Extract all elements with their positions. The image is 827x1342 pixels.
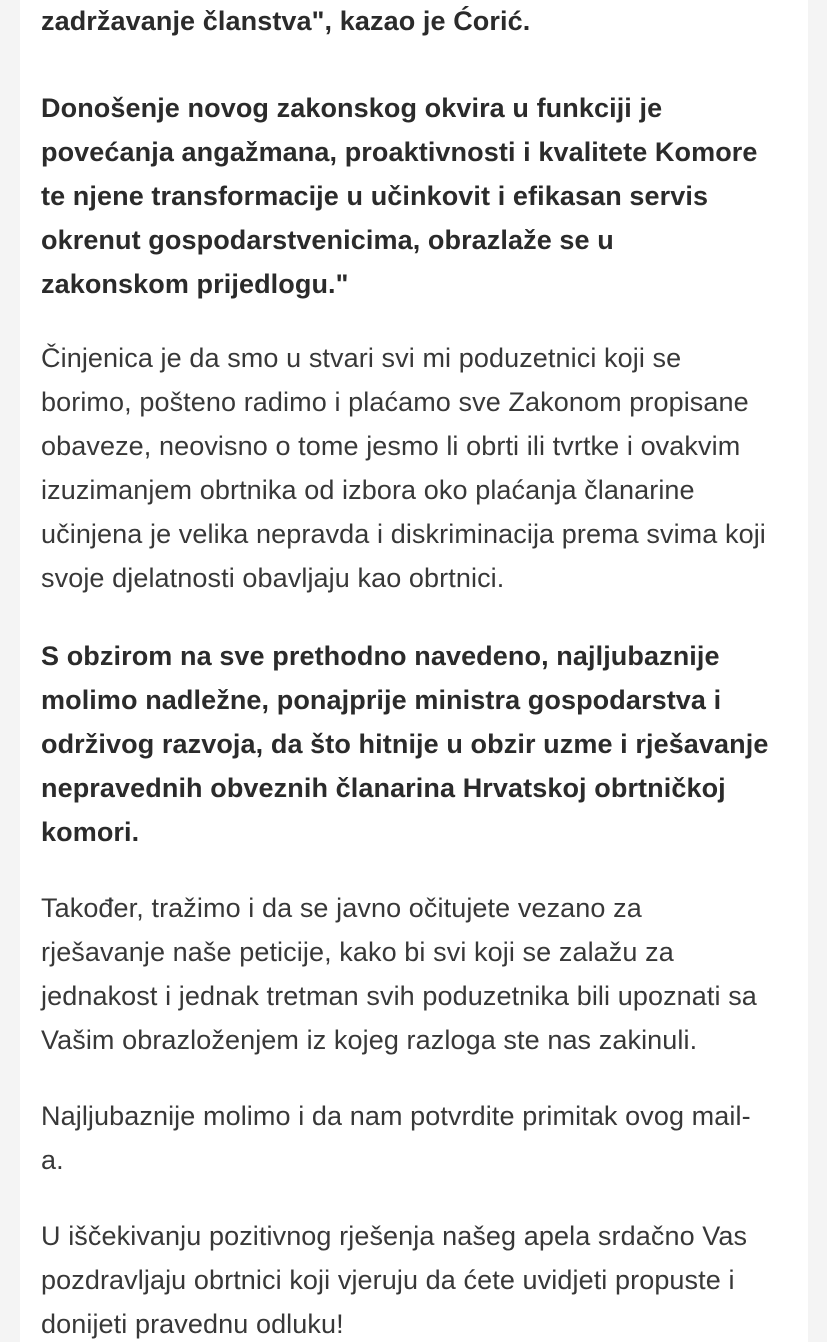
text-line: učinjena je velika nepravda i diskriminacija prema svima koji: [41, 519, 766, 549]
text-line: a.: [41, 1145, 64, 1175]
paragraph-closing: [41, 1214, 747, 1342]
text-line: S obzirom na sve prethodno navedeno, najljubaznije: [41, 641, 720, 671]
text-line: pozdravljaju obrtnici koji vjeruju da ćete uvidjeti propuste i: [41, 1265, 735, 1295]
document-page: [20, 0, 808, 1342]
paragraph-legal-framework: [41, 86, 758, 306]
text-line: održivog razvoja, da što hitnije u obzir uzme i rješavanje: [41, 729, 769, 759]
text-line: Činjenica je da smo u stvari svi mi poduzetnici koji se: [41, 343, 682, 373]
text-line: molimo nadležne, ponajprije ministra gospodarstva i: [41, 685, 722, 715]
text-line: te njene transformacije u učinkovit i efikasan servis: [41, 181, 709, 211]
text-line: svoje djelatnosti obavljaju kao obrtnici.: [41, 563, 505, 593]
paragraph-request: [41, 634, 768, 854]
text-line: rješavanje naše peticije, kako bi svi koji se zalažu za: [41, 937, 674, 967]
text-line: obaveze, neovisno o tome jesmo li obrti ili tvrtke i ovakvim: [41, 431, 741, 461]
text-line: izuzimanjem obrtnika od izbora oko plaćanja članarine: [41, 475, 695, 505]
text-line: borimo, pošteno radimo i plaćamo sve Zakonom propisane: [41, 387, 749, 417]
paragraph-public-response: [41, 886, 757, 1062]
text-line: U iščekivanju pozitivnog rješenja našeg apela srdačno Vas: [41, 1221, 748, 1251]
text-line: donijeti pravednu odluku!: [41, 1309, 344, 1339]
paragraph-quote-end: [41, 0, 530, 43]
paragraph-entrepreneurs: [41, 336, 766, 600]
text-line: komori.: [41, 817, 140, 847]
text-line: Donošenje novog zakonskog okvira u funkciji je: [41, 93, 663, 123]
text-line: zakonskom prijedlogu.": [41, 269, 349, 299]
paragraph-confirm-receipt: [41, 1094, 751, 1182]
text-line: Najljubaznije molimo i da nam potvrdite primitak ovog mail-: [41, 1101, 751, 1131]
text-line: okrenut gospodarstvenicima, obrazlaže se u: [41, 225, 614, 255]
text-line: povećanja angažmana, proaktivnosti i kvalitete Komore: [41, 137, 758, 167]
text-line: Vašim obrazloženjem iz kojeg razloga ste nas zakinuli.: [41, 1025, 698, 1055]
text-line: nepravednih obveznih članarina Hrvatskoj obrtničkoj: [41, 773, 726, 803]
text-line: zadržavanje članstva", kazao je Ćorić.: [41, 6, 531, 36]
text-line: Također, tražimo i da se javno očitujete vezano za: [41, 893, 642, 923]
text-line: jednakost i jednak tretman svih poduzetnika bili upoznati sa: [41, 981, 757, 1011]
